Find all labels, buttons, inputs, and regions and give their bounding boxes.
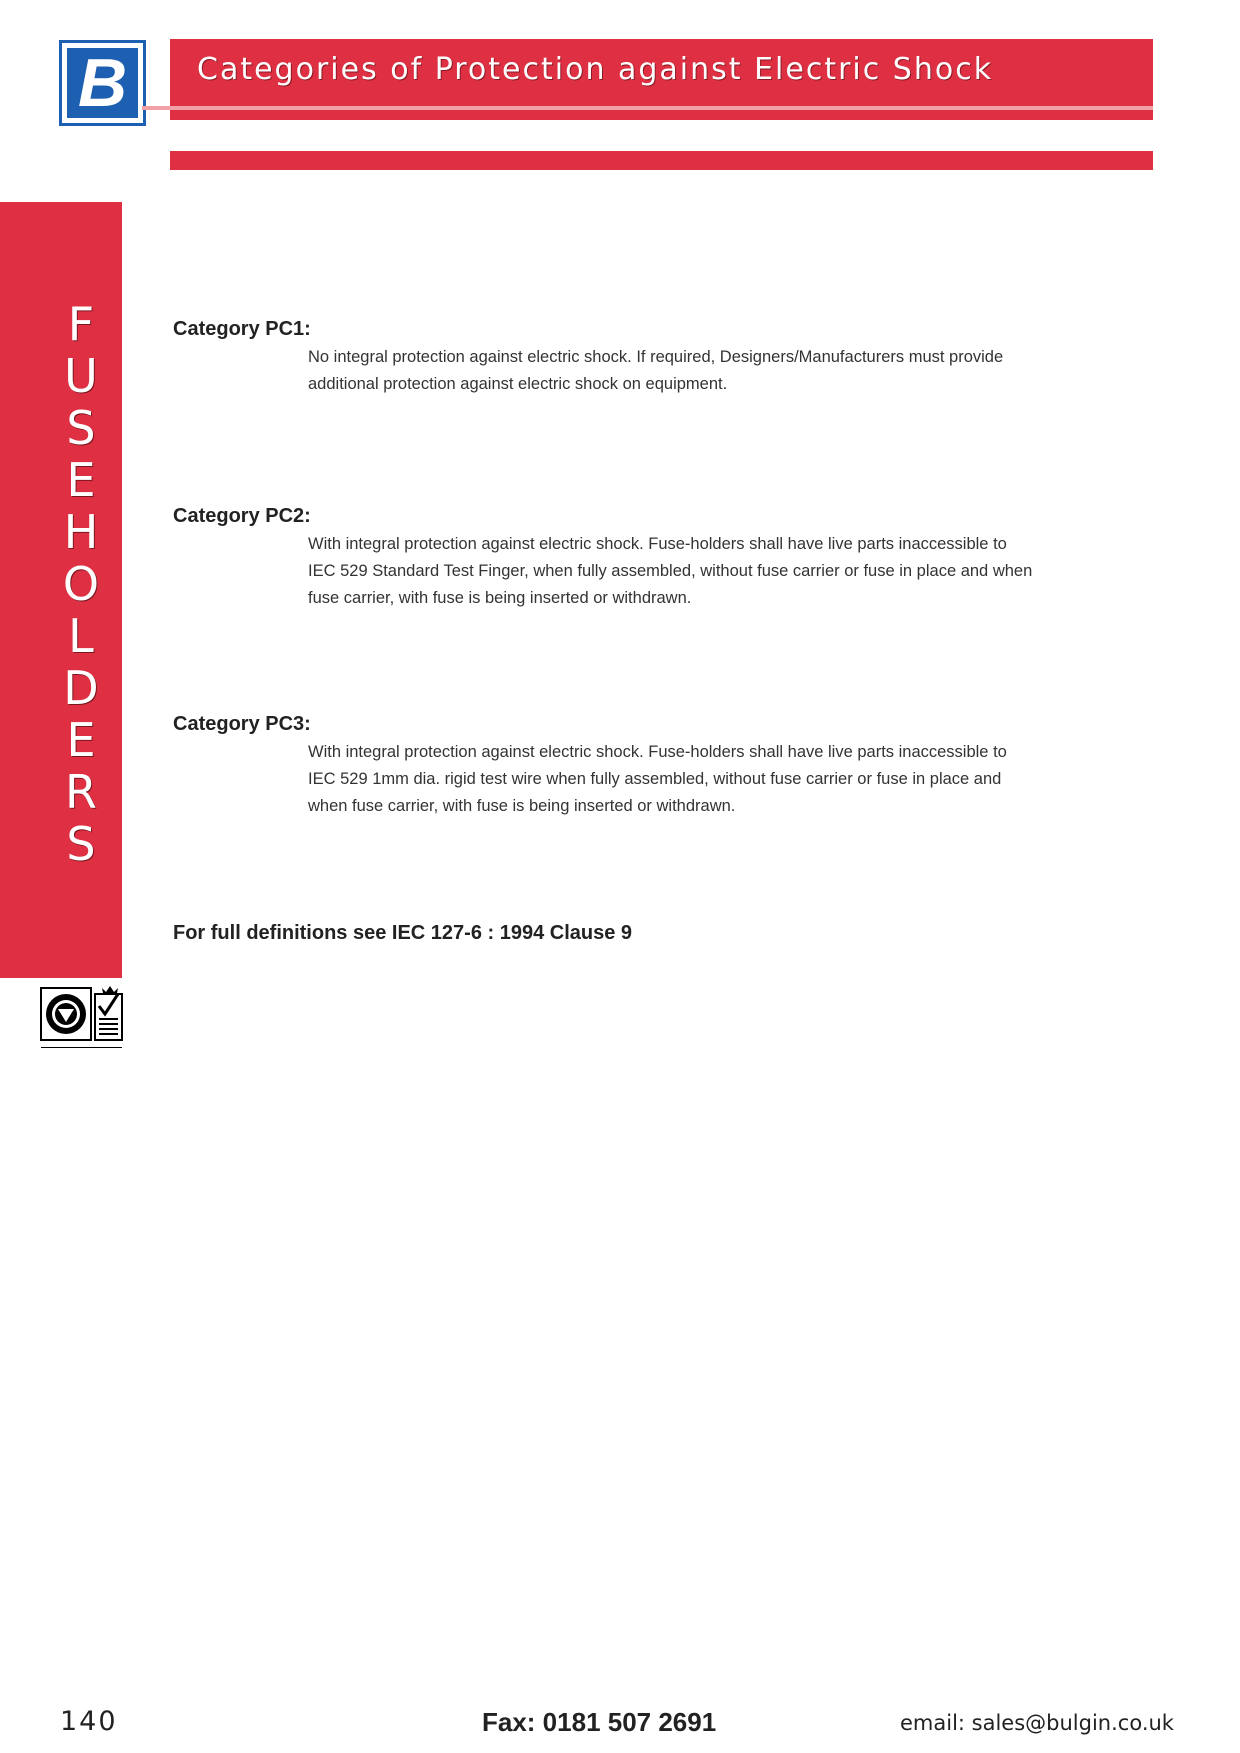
section-tab-letter: L <box>68 609 94 663</box>
company-logo <box>59 40 146 126</box>
description-line: fuse carrier, with fuse is being inserted or withdrawn. <box>308 589 692 607</box>
category-pc1-label: Category PC1: <box>173 318 311 340</box>
section-tab-label <box>0 298 162 870</box>
section-tab-letter: E <box>66 453 96 507</box>
description-line: No integral protection against electric shock. If required, Designers/Manufacturers must provide <box>308 348 1004 366</box>
section-tab-letter: D <box>63 661 99 715</box>
section-tab-letter: H <box>63 505 99 559</box>
section-tab-letter: S <box>66 401 96 455</box>
page-title: Categories of Protection against Electric Shock <box>197 52 994 87</box>
section-tab-letter: E <box>66 713 96 767</box>
description-line: when fuse carrier, with fuse is being inserted or withdrawn. <box>308 797 736 815</box>
category-pc2-label: Category PC2: <box>173 505 311 527</box>
bsi-certification-mark-icon <box>40 984 124 1054</box>
definitions-footnote: For full definitions see IEC 127-6 : 1994 Clause 9 <box>173 922 633 944</box>
contact-email[interactable]: email: sales@bulgin.co.uk <box>900 1711 1174 1735</box>
category-pc3-label: Category PC3: <box>173 713 311 735</box>
section-tab-letter: U <box>64 349 98 403</box>
logo-letter: B <box>77 45 128 121</box>
page-number: 140 <box>60 1706 118 1737</box>
section-tab-letter: R <box>65 765 97 819</box>
description-line: IEC 529 1mm dia. rigid test wire when fully assembled, without fuse carrier or fuse in place and <box>308 770 1002 788</box>
section-tab-letter: O <box>62 557 100 611</box>
description-line: IEC 529 Standard Test Finger, when fully assembled, without fuse carrier or fuse in place and when <box>308 562 1033 580</box>
category-pc2-description <box>308 531 1048 612</box>
sub-header-band <box>170 151 1153 170</box>
header-stripe <box>142 106 1153 110</box>
description-line: additional protection against electric shock on equipment. <box>308 375 728 393</box>
category-pc1-description <box>308 344 1048 398</box>
section-tab-letter: F <box>67 297 95 351</box>
category-pc3-description <box>308 739 1048 820</box>
fax-number: Fax: 0181 507 2691 <box>482 1707 717 1737</box>
description-line: With integral protection against electric shock. Fuse-holders shall have live parts inaccessible to <box>308 743 1007 761</box>
description-line: With integral protection against electric shock. Fuse-holders shall have live parts inaccessible to <box>308 535 1007 553</box>
section-tab-letter: S <box>66 817 96 871</box>
